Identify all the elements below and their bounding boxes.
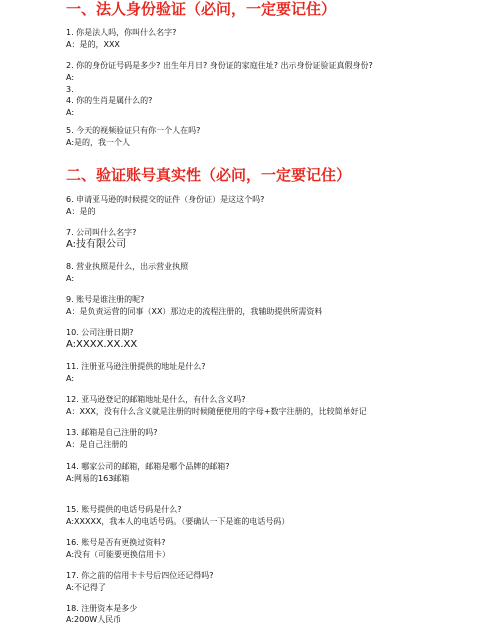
question-7: 7. 公司叫什么名字?: [66, 228, 137, 237]
answer-17: A:不记得了: [66, 583, 107, 592]
answer-15: A:XXXXX，我本人的电话号码。（要确认一下是谁的电话号码）: [66, 517, 290, 526]
answer-16: A:没有（可能要更换信用卡）: [66, 550, 171, 559]
answer-8: A:: [66, 274, 75, 283]
answer-2: A:: [66, 73, 75, 82]
answer-5: A:是的，我一个人: [66, 138, 131, 147]
answer-6: A：是的: [66, 207, 96, 216]
answer-14: A:网易的163邮箱: [66, 474, 130, 483]
question-6: 6. 申请亚马逊的时候提交的证件（身份证）是这这个吗?: [66, 195, 265, 204]
question-9: 9. 账号是谁注册的呢?: [66, 295, 145, 304]
answer-10: A:XXXX.XX.XX: [66, 339, 138, 350]
question-10: 10. 公司注册日期?: [66, 328, 134, 337]
answer-7: A:技有限公司: [66, 239, 127, 250]
question-17: 17. 你之前的信用卡卡号后四位还记得吗?: [66, 571, 214, 580]
question-1: 1. 你是法人吗，你叫什么名字?: [66, 28, 177, 37]
question-3: 3.: [66, 85, 74, 94]
section-heading-account-authenticity: 二、验证账号真实性（必问，一定要记住）: [66, 166, 352, 184]
question-13: 13. 邮箱是自己注册的吗?: [66, 428, 158, 437]
answer-4: A:: [66, 108, 75, 117]
question-8: 8. 营业执照是什么，出示营业执照: [66, 262, 189, 271]
question-18: 18. 注册资本是多少: [66, 604, 138, 613]
answer-9: A：是负责运营的同事（XX）那边走的流程注册的，我辅助提供所需资料: [66, 307, 323, 316]
question-2: 2. 你的身份证号码是多少? 出生年月日? 身份证的家庭住址? 出示身份证验证真假身份?: [66, 61, 373, 70]
question-14: 14. 哪家公司的邮箱，邮箱是哪个品牌的邮箱?: [66, 462, 230, 471]
question-11: 11. 注册亚马逊注册提供的地址是什么?: [66, 362, 206, 371]
answer-12: A：XXX，没有什么含义就是注册的时候随便使用的字母+数字注册的，比较简单好记: [66, 407, 367, 416]
question-12: 12. 亚马逊登记的邮箱地址是什么，有什么含义吗?: [66, 395, 246, 404]
question-15: 15. 账号提供的电话号码是什么?: [66, 505, 182, 514]
question-4: 4. 你的生肖是属什么的?: [66, 96, 153, 105]
section-heading-legal-person-verification: 一、法人身份验证（必问，一定要记住）: [66, 0, 337, 18]
question-16: 16. 账号是否有更换过资料?: [66, 538, 166, 547]
answer-1: A：是的，XXX: [66, 40, 120, 49]
answer-13: A：是自己注册的: [66, 440, 128, 449]
question-5: 5. 今天的视频验证只有你一个人在吗?: [66, 126, 201, 135]
answer-11: A:: [66, 374, 75, 383]
answer-18: A:200W人民币: [66, 615, 122, 624]
